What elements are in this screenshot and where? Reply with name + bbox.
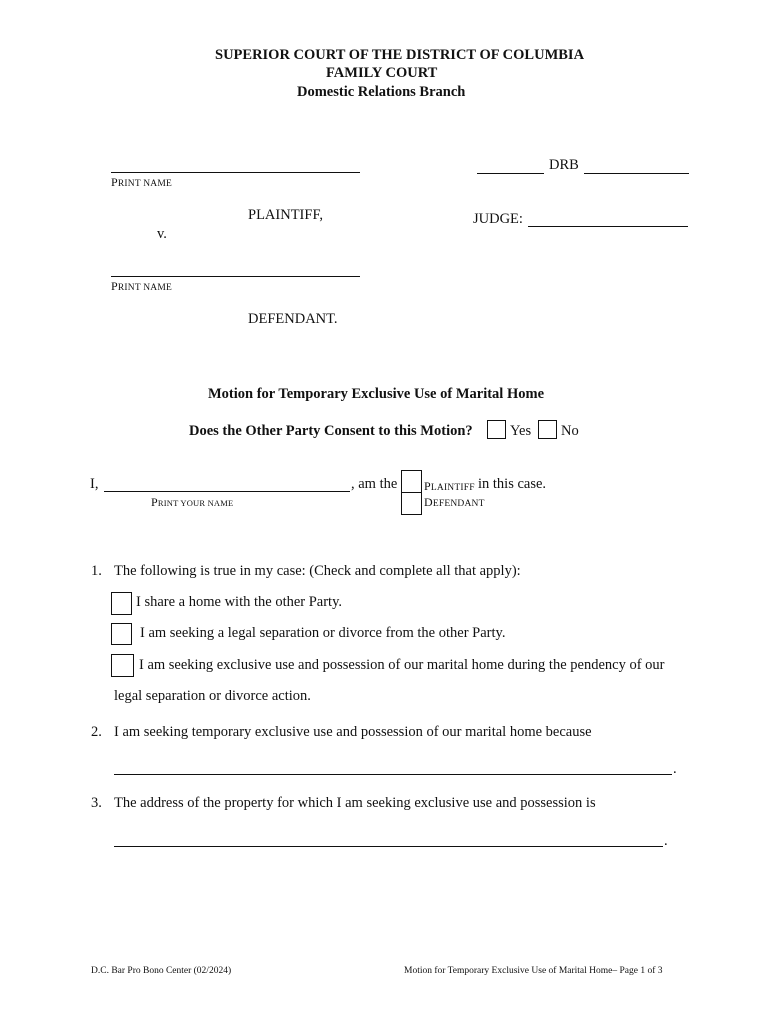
item-3-text: The address of the property for which I am seeking exclusive use and possession is [114,795,596,811]
judge-label: JUDGE: [473,211,523,227]
defendant-name-line[interactable] [111,276,360,277]
item-3-number: 3. [91,795,102,811]
plaintiff-label: PLAINTIFF, [248,207,323,223]
versus-label: v. [157,226,167,242]
footer-right: Motion for Temporary Exclusive Use of Marital Home– Page 1 of 3 [404,966,663,976]
case-number-label: DRB [549,157,579,173]
consent-yes-checkbox[interactable] [487,420,506,439]
item-1-option-a-label: I share a home with the other Party. [136,594,343,610]
motion-title: Motion for Temporary Exclusive Use of Marital Home [208,386,544,402]
item-1-option-b-label: I am seeking a legal separation or divorce from the other Party. [140,625,506,641]
consent-question: Does the Other Party Consent to this Motion? [189,423,473,439]
defendant-print-name-label: PRINT NAME [111,279,173,293]
party-suffix: , am the [351,476,398,492]
item-2-text: I am seeking temporary exclusive use and possession of our marital home because [114,724,592,740]
plaintiff-option-label: PLAINTIFF [424,479,475,493]
plaintiff-checkbox[interactable] [401,470,422,493]
item-2-answer-line[interactable] [114,774,672,775]
item-1-option-c-checkbox[interactable] [111,654,134,677]
consent-no-label: No [561,423,579,439]
defendant-label: DEFENDANT. [248,311,338,327]
plaintiff-print-name-label: PRINT NAME [111,175,173,189]
consent-no-checkbox[interactable] [538,420,557,439]
item-1-option-a-checkbox[interactable] [111,592,132,615]
item-1-option-c-label-line2: legal separation or divorce action. [114,688,311,704]
court-division: FAMILY COURT [326,65,438,81]
item-1-option-c-label-line1: I am seeking exclusive use and possession of our marital home during the pendency of our [139,657,665,673]
case-number-prefix-line[interactable] [477,173,544,174]
plaintiff-name-line[interactable] [111,172,360,173]
party-name-label: PRINT YOUR NAME [151,495,234,509]
item-3-period: . [664,833,668,849]
item-2-number: 2. [91,724,102,740]
item-3-answer-line[interactable] [114,846,663,847]
defendant-checkbox[interactable] [401,492,422,515]
plaintiff-option-tail: in this case. [478,476,547,492]
party-prefix: I, [90,476,99,492]
item-1-text: The following is true in my case: (Check and complete all that apply): [114,563,521,579]
defendant-option-label: DEFENDANT [424,495,485,509]
court-branch: Domestic Relations Branch [297,84,466,100]
court-name: SUPERIOR COURT OF THE DISTRICT OF COLUMBIA [215,47,585,63]
footer-left: D.C. Bar Pro Bono Center (02/2024) [91,966,232,976]
item-1-number: 1. [91,563,102,579]
party-name-line[interactable] [104,491,350,492]
case-number-line[interactable] [584,173,689,174]
item-2-period: . [673,761,677,777]
consent-yes-label: Yes [510,423,532,439]
item-1-option-b-checkbox[interactable] [111,623,132,645]
judge-line[interactable] [528,226,688,227]
